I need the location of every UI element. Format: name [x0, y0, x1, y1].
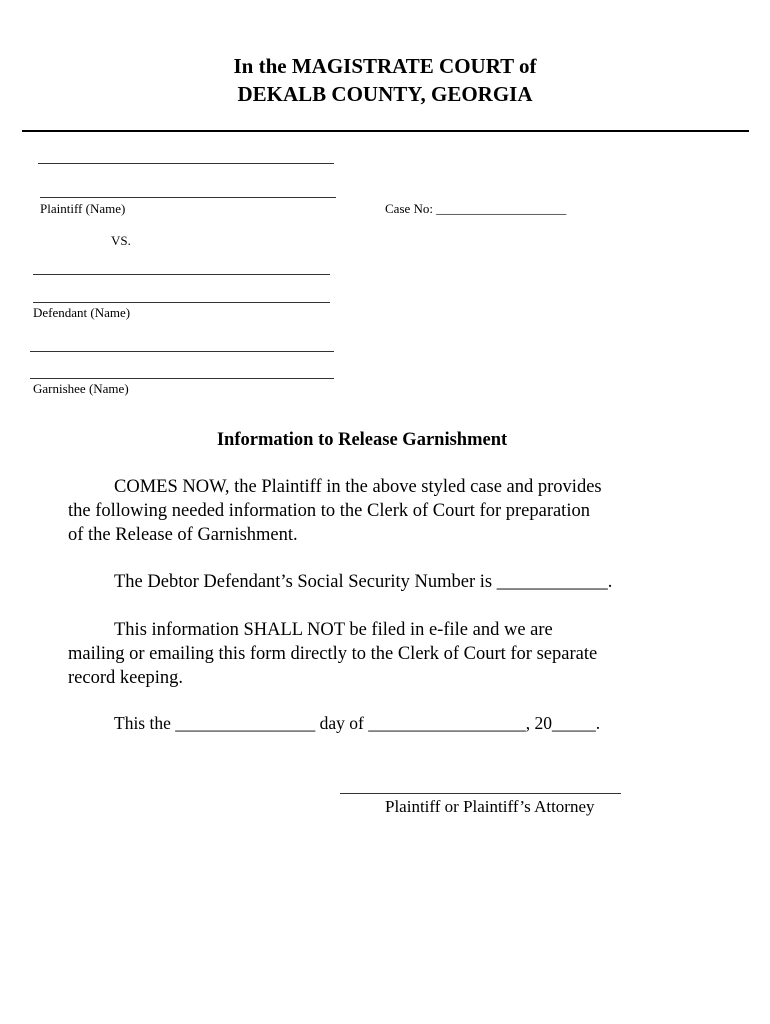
garnishee-name-line-1[interactable] [30, 351, 334, 352]
signature-line[interactable] [340, 793, 621, 794]
court-name-line2: DEKALB COUNTY, GEORGIA [237, 82, 533, 106]
plaintiff-name-line-2[interactable] [40, 197, 336, 198]
signature-label: Plaintiff or Plaintiff’s Attorney [385, 797, 595, 816]
paragraph-comes-now-line2: the following needed information to the Clerk of Court for preparation [68, 501, 590, 521]
court-name-line1: In the MAGISTRATE COURT of [233, 54, 537, 78]
paragraph-comes-now [68, 475, 668, 547]
date-line: This the ________________ day of __________________, 20_____. [114, 713, 601, 733]
header-divider [22, 130, 749, 132]
paragraph-not-efile-line3: record keeping. [68, 668, 184, 688]
paragraph-not-efile-line1: This information SHALL NOT be filed in e-file and we are [114, 620, 553, 640]
case-number-field [385, 201, 566, 217]
case-number-blank[interactable]: ____________________ [436, 201, 567, 216]
versus-label: VS. [111, 233, 131, 248]
ssn-statement [68, 570, 668, 594]
plaintiff-name-line-1[interactable] [38, 163, 334, 164]
ssn-line: The Debtor Defendant’s Social Security Number is ____________. [114, 572, 613, 592]
paragraph-not-efile [68, 618, 668, 690]
paragraph-comes-now-line3: of the Release of Garnishment. [68, 525, 298, 545]
garnishee-name-line-2[interactable] [30, 378, 334, 379]
defendant-name-line-2[interactable] [33, 302, 330, 303]
defendant-name-line-1[interactable] [33, 274, 330, 275]
garnishee-label: Garnishee (Name) [33, 381, 129, 396]
document-title: Information to Release Garnishment [216, 430, 508, 450]
paragraph-comes-now-line1: COMES NOW, the Plaintiff in the above styled case and provides [114, 477, 602, 497]
plaintiff-label: Plaintiff (Name) [40, 201, 126, 216]
paragraph-not-efile-line2: mailing or emailing this form directly to the Clerk of Court for separate [68, 644, 598, 664]
case-number-label: Case No: [385, 201, 434, 216]
defendant-label: Defendant (Name) [33, 305, 131, 320]
